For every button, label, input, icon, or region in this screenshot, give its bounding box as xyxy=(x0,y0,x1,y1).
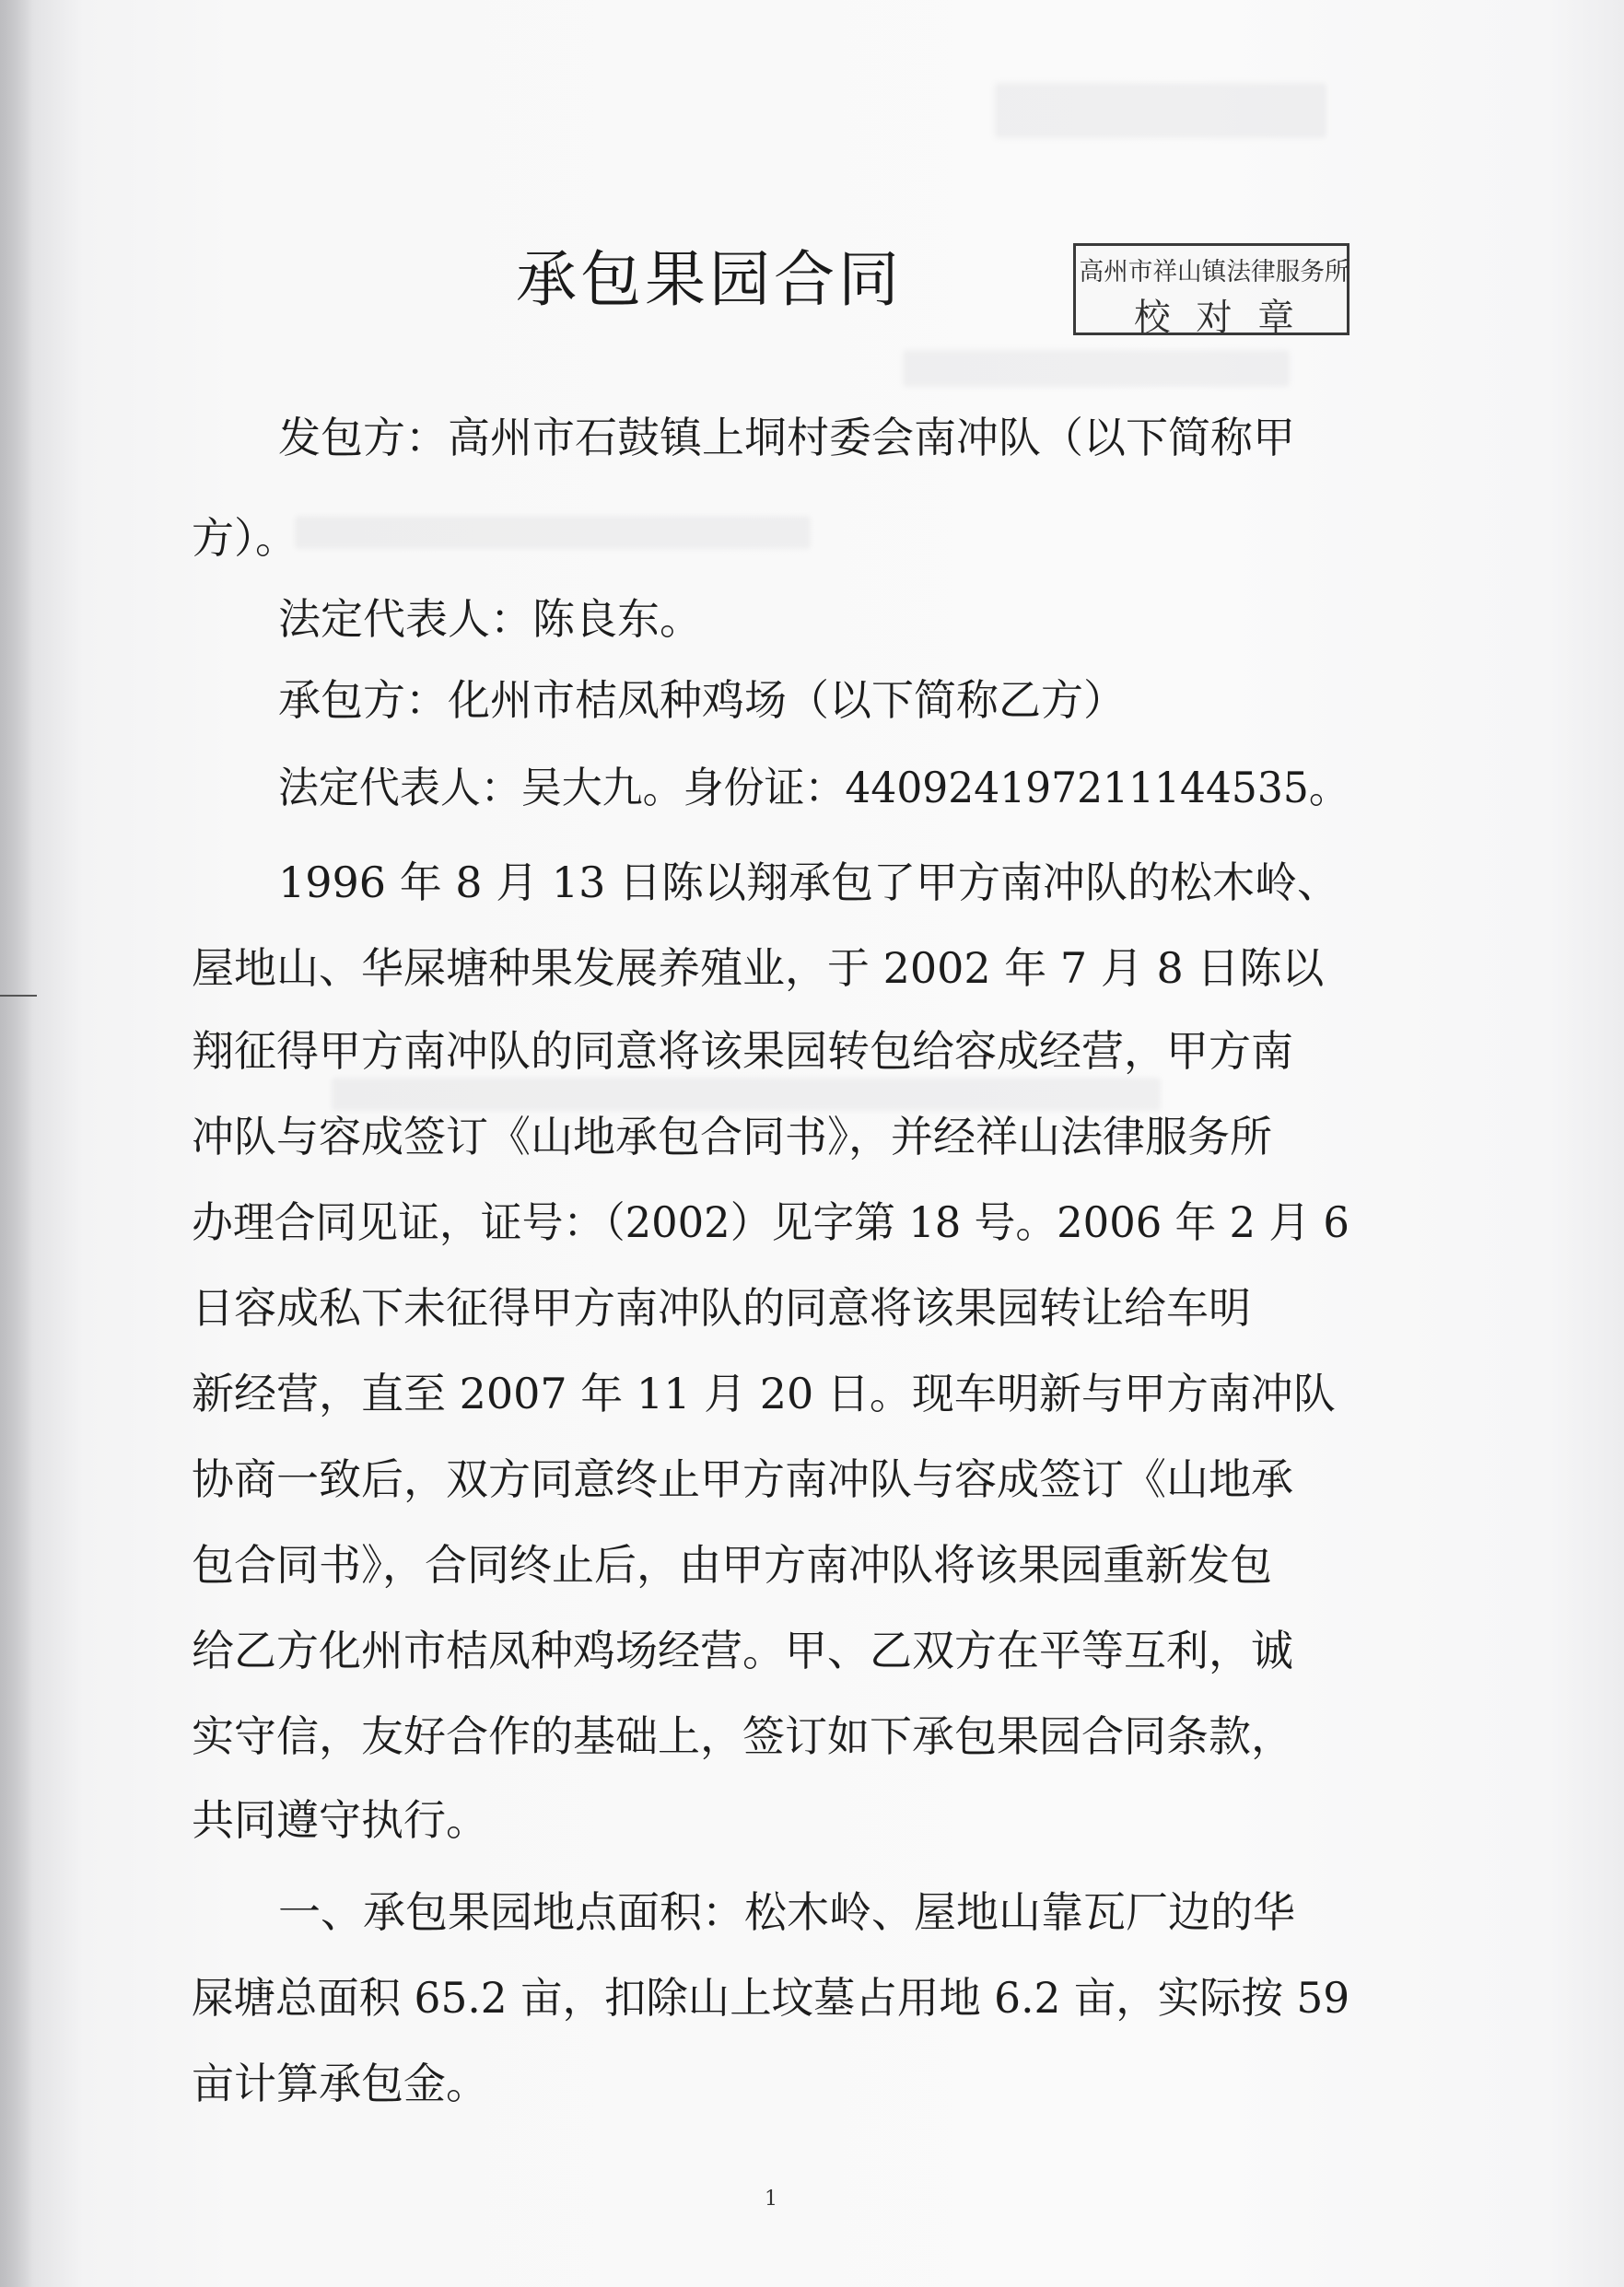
text-line: 日容成私下未征得甲方南冲队的同意将该果园转让给车明 xyxy=(192,1283,1251,1333)
page-number: 1 xyxy=(765,2188,777,2211)
bleed-through-shadow xyxy=(332,1078,1161,1111)
margin-mark xyxy=(0,995,37,997)
stamp-org-name: 高州市祥山镇法律服务所 xyxy=(1079,258,1349,286)
proofreading-stamp xyxy=(1073,243,1349,339)
text-line: 新经营，直至 2007 年 11 月 20 日。现车明新与甲方南冲队 xyxy=(192,1369,1336,1418)
text-line: 屋地山、华屎塘种果发展养殖业，于 2002 年 7 月 8 日陈以 xyxy=(192,943,1325,993)
text-line: 翔征得甲方南冲队的同意将该果园转包给容成经营，甲方南 xyxy=(192,1026,1293,1076)
text-line: 承包方：化州市桔凤种鸡场（以下简称乙方） xyxy=(278,675,1126,725)
text-line: 亩计算承包金。 xyxy=(192,2059,488,2108)
text-line: 法定代表人：陈良东。 xyxy=(278,594,702,644)
binding-shadow xyxy=(0,0,33,2287)
text-line: 发包方：高州市石鼓镇上垌村委会南冲队（以下简称甲 xyxy=(278,413,1295,462)
bleed-through-shadow xyxy=(903,350,1290,387)
text-line: 共同遵守执行。 xyxy=(192,1795,488,1845)
text-line: 办理合同见证，证号：（2002）见字第 18 号。2006 年 2 月 6 xyxy=(192,1197,1349,1247)
stamp-label: 校对章 xyxy=(1134,297,1320,339)
bleed-through-shadow xyxy=(995,83,1326,138)
bleed-through-shadow xyxy=(295,516,811,549)
text-line: 屎塘总面积 65.2 亩，扣除山上坟墓占用地 6.2 亩，实际按 59 xyxy=(192,1973,1350,2023)
text-line: 方）。 xyxy=(192,513,298,563)
text-line: 实守信，友好合作的基础上，签订如下承包果园合同条款， xyxy=(192,1711,1293,1761)
text-line: 冲队与容成签订《山地承包合同书》，并经祥山法律服务所 xyxy=(192,1112,1272,1161)
text-line: 包合同书》，合同终止后，由甲方南冲队将该果园重新发包 xyxy=(192,1540,1272,1590)
text-line: 给乙方化州市桔凤种鸡场经营。甲、乙双方在平等互利，诚 xyxy=(192,1626,1293,1675)
text-line: 一、承包果园地点面积：松木岭、屋地山靠瓦厂边的华 xyxy=(278,1887,1295,1937)
text-line: 协商一致后，双方同意终止甲方南冲队与容成签订《山地承 xyxy=(192,1454,1293,1504)
text-line: 1996 年 8 月 13 日陈以翔承包了甲方南冲队的松木岭、 xyxy=(278,858,1339,907)
text-line: 法定代表人：吴大九。身份证：440924197211144535。 xyxy=(278,763,1349,812)
document-title: 承包果园合同 xyxy=(516,244,903,315)
